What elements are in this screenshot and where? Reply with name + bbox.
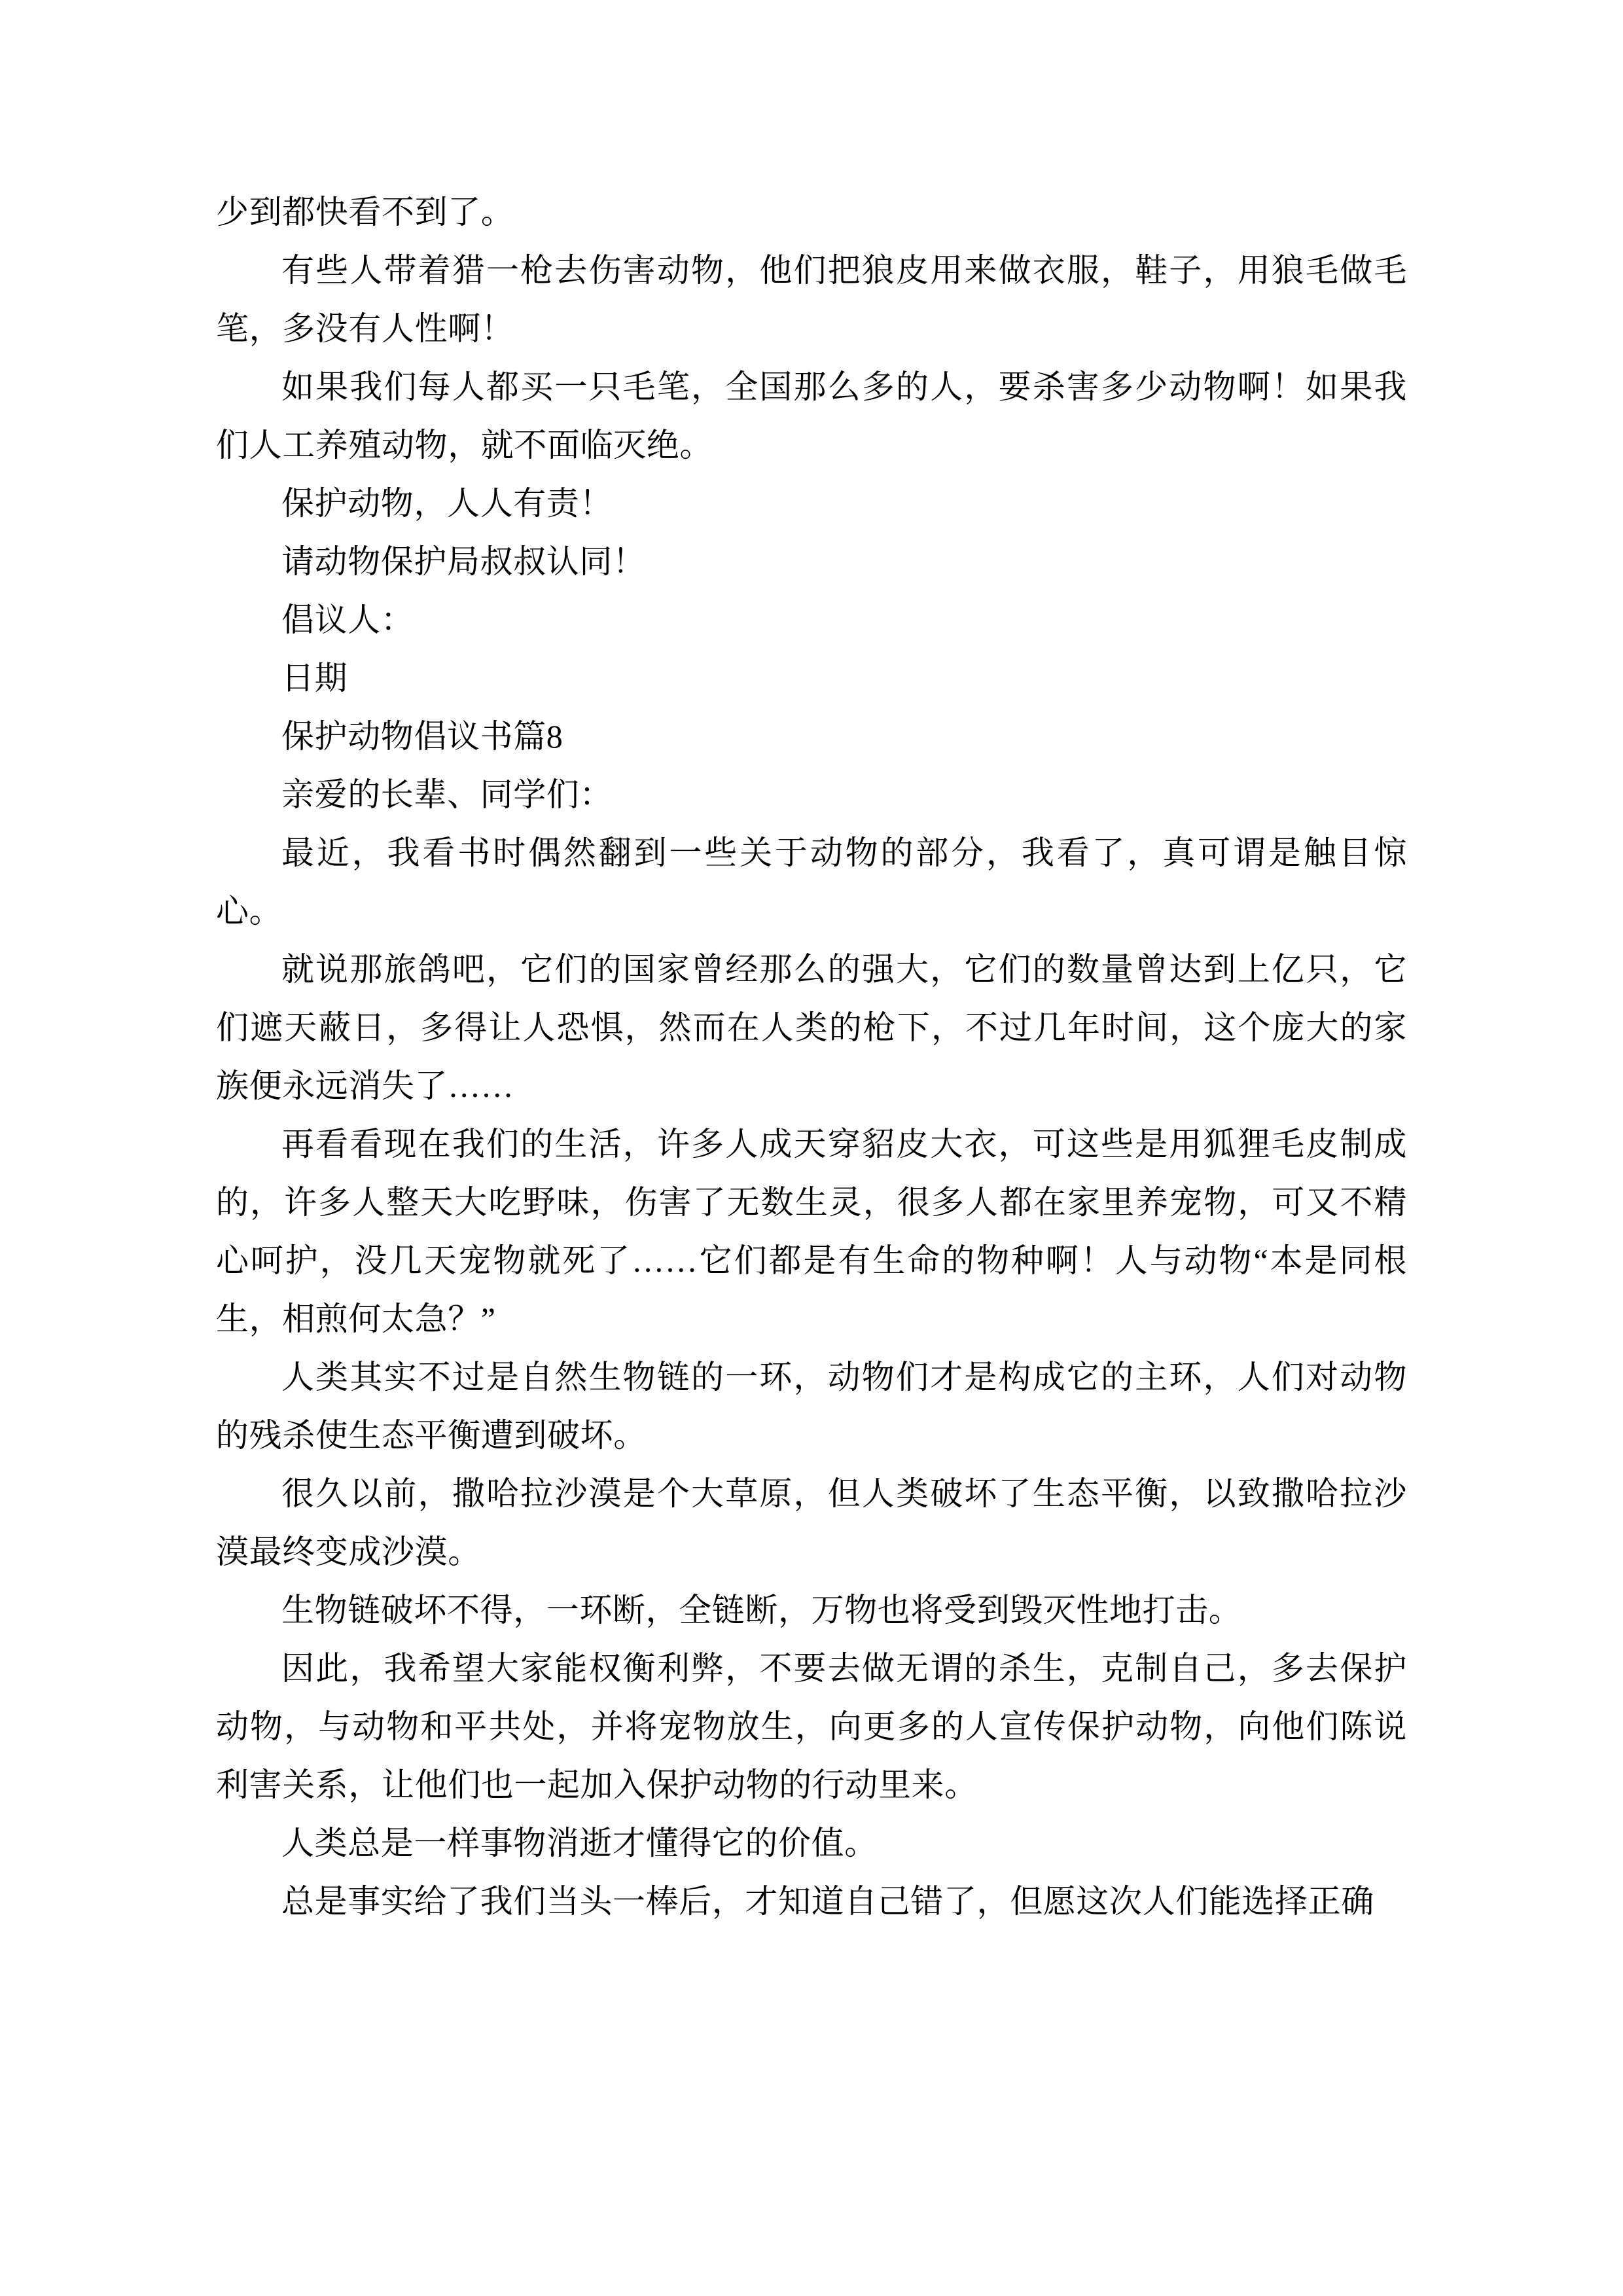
paragraph: 请动物保护局叔叔认同！ — [281, 543, 646, 580]
paragraph: 因此，我希望大家能权衡利弊，不要去做无谓的杀生，克制自己，多去保护动物，与动物和平共处，并将宠物放生，向更多的人宣传保护动物，向他们陈说利害关系，让他们也一起加入保护动物的行动里来。 — [216, 1650, 1407, 1803]
paragraph: 人类其实不过是自然生物链的一环，动物们才是构成它的主环，人们对动物的残杀使生态平衡遭到破坏。 — [216, 1359, 1407, 1454]
paragraph: 人类总是一样事物消逝才懂得它的价值。 — [281, 1825, 878, 1861]
paragraph: 保护动物，人人有责！ — [281, 485, 613, 522]
paragraph: 少到都快看不到了。 — [216, 194, 514, 230]
paragraph: 就说那旅鸽吧，它们的国家曾经那么的强大，它们的数量曾达到上亿只，它们遮天蔽日，多得让人恐惧，然而在人类的枪下，不过几年时间，这个庞大的家族便永远消失了…… — [216, 951, 1407, 1104]
paragraph: 总是事实给了我们当头一棒后，才知道自己错了，但愿这次人们能选择正确 — [281, 1883, 1374, 1920]
paragraph-signature: 倡议人： — [281, 601, 414, 638]
paragraph-salutation: 亲爱的长辈、同学们： — [281, 776, 613, 813]
paragraph: 再看看现在我们的生活，许多人成天穿貂皮大衣，可这些是用狐狸毛皮制成的，许多人整天大吃野味，伤害了无数生灵，很多人都在家里养宠物，可又不精心呵护，没几天宠物就死了……它们都是有生命的物种啊！人与动物“本是同根生，相煎何太急？” — [216, 1126, 1407, 1337]
section-heading: 保护动物倡议书篇8 — [281, 718, 563, 755]
paragraph: 有些人带着猎一枪去伤害动物，他们把狼皮用来做衣服，鞋子，用狼毛做毛笔，多没有人性啊！ — [216, 252, 1407, 347]
paragraph-date: 日期 — [281, 660, 348, 696]
paragraph: 最近，我看书时偶然翻到一些关于动物的部分，我看了，真可谓是触目惊心。 — [216, 834, 1407, 929]
paragraph: 生物链破坏不得，一环断，全链断，万物也将受到毁灭性地打击。 — [281, 1592, 1242, 1628]
document-body — [216, 183, 1407, 1931]
paragraph: 很久以前，撒哈拉沙漠是个大草原，但人类破坏了生态平衡，以致撒哈拉沙漠最终变成沙漠。 — [216, 1475, 1407, 1570]
paragraph: 如果我们每人都买一只毛笔，全国那么多的人，要杀害多少动物啊！如果我们人工养殖动物，就不面临灭绝。 — [216, 368, 1407, 463]
